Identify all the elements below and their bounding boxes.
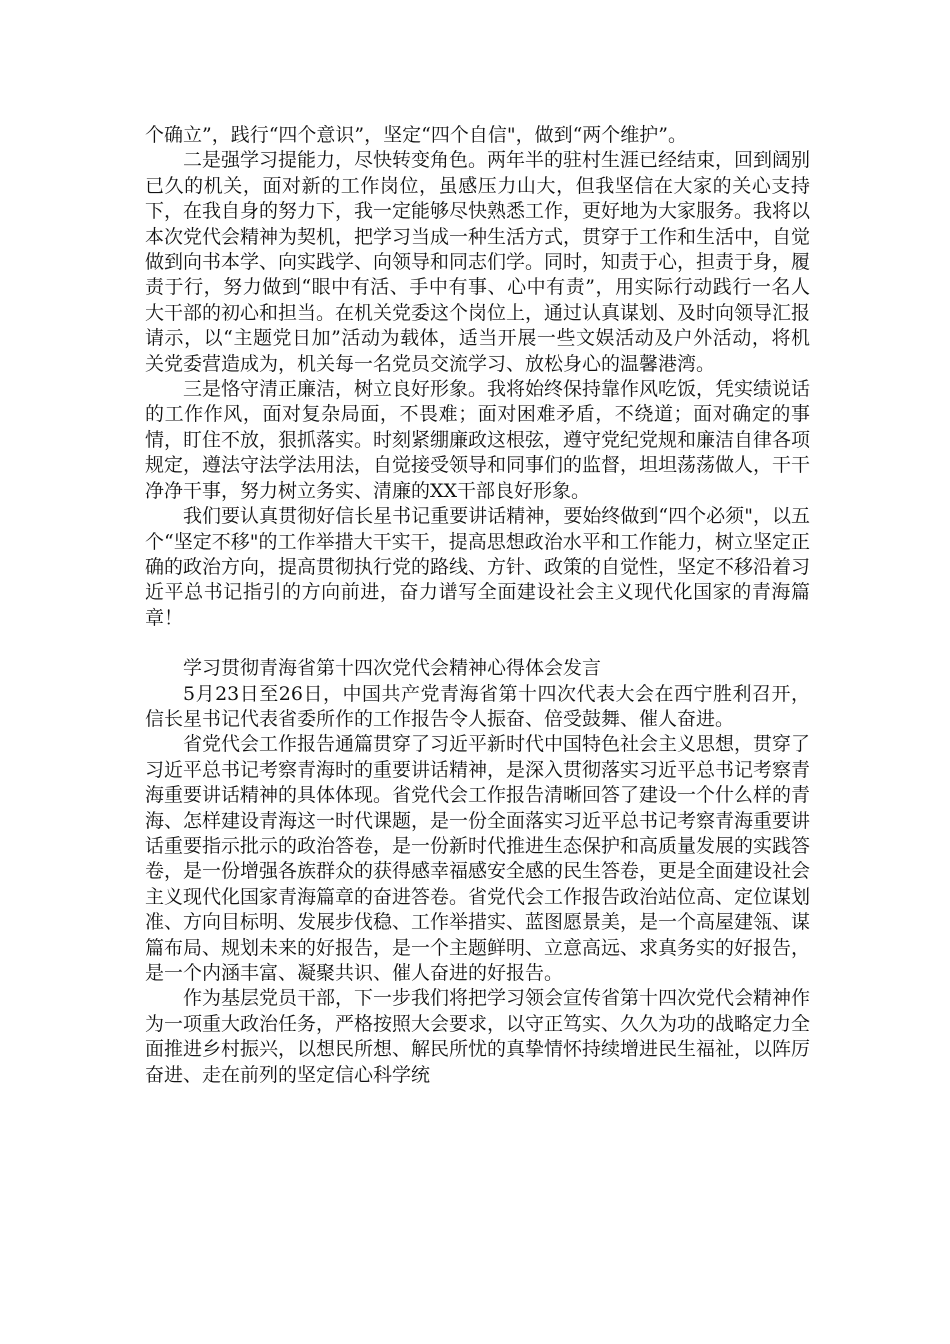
document-body [145, 123, 810, 1088]
paragraph-congress-intro: 5月23日至26日，中国共产党青海省第十四次代表大会在西宁胜利召开，信长星书记代表省委所作的工作报告令人振奋、倍受鼓舞、催人奋进。 [145, 682, 810, 730]
paragraph-continuation: 个确立”，践行“四个意识”，坚定“四个自信"，做到“两个维护”。 [145, 124, 688, 146]
paragraph-conclusion: 我们要认真贯彻好信长星书记重要讲话精神，要始终做到“四个必须"，以五个“坚定不移"的工作举措大干实干，提高思想政治水平和工作能力，树立坚定正确的政治方向，提高贯彻执行党的路线、方针、政策的自觉性，坚定不移沿着习近平总书记指引的方向前进，奋力谱写全面建设社会主义现代化国家的青海篇章！ [145, 505, 811, 629]
paragraph-next-steps: 作为基层党员干部，下一步我们将把学习领会宣传省第十四次党代会精神作为一项重大政治任务，严格按照大会要求，以守正笃实、久久为功的战略定力全面推进乡村振兴，以想民所想、解民所忧的真挚情怀持续增进民生福祉，以阵厉奋进、走在前列的坚定信心科学统 [145, 987, 811, 1086]
section-heading: 学习贯彻青海省第十四次党代会精神心得体会发言 [183, 657, 602, 680]
paragraph-gap [145, 631, 810, 656]
paragraph-study-ability: 二是强学习提能力，尽快转变角色。两年半的驻村生涯已经结束，回到阔别已久的机关，面对新的工作岗位，虽感压力山大，但我坚信在大家的关心支持下，在我自身的努力下，我一定能够尽快熟悉工作，更好地为大家服务。我将以本次党代会精神为契机，把学习当成一种生活方式，贯穿于工作和生活中，自觉做到向书本学、向实践学、向领导和同志们学。同时，知责于心，担责于身，履责于行，努力做到“眼中有活、手中有事、心中有责”，用实际行动践行一名人大干部的初心和担当。在机关党委这个岗位上，通过认真谋划、及时向领导汇报请示，以“主题党日加”活动为载体，适当开展一些文娱活动及户外活动，将机关党委营造成为，机关每一名党员交流学习、放松身心的温馨港湾。 [145, 149, 811, 375]
paragraph-integrity: 三是恪守清正廉洁，树立良好形象。我将始终保持靠作风吃饭，凭实绩说话的工作作风，面对复杂局面，不畏难；面对困难矛盾，不绕道；面对确定的事情，盯住不放，狠抓落实。时刻紧绷廉政这根弦，遵守党纪党规和廉洁自律各项规定，遵法守法学法用法，自觉接受领导和同事们的监督，坦坦荡荡做人，干干净净干事，努力树立务实、清廉的XX干部良好形象。 [145, 378, 811, 502]
paragraph-report-review: 省党代会工作报告通篇贯穿了习近平新时代中国特色社会主义思想，贯穿了习近平总书记考察青海时的重要讲话精神，是深入贯彻落实习近平总书记考察青海重要讲话精神的具体体现。省党代会工作报告清晰回答了建设一个什么样的青海、怎样建设青海这一时代课题，是一份全面落实习近平总书记考察青海重要讲话重要指示批示的政治答卷，是一份新时代推进生态保护和高质量发展的实践答卷，是一份增强各族群众的获得感幸福感安全感的民生答卷，更是全面建设社会主义现代化国家青海篇章的奋进答卷。省党代会工作报告政治站位高、定位谋划准、方向目标明、发展步伐稳、工作举措实、蓝图愿景美，是一个高屋建瓴、谋篇布局、规划未来的好报告，是一个主题鲜明、立意高远、求真务实的好报告，是一个内涵丰富、凝聚共识、催人奋进的好报告。 [145, 733, 811, 984]
